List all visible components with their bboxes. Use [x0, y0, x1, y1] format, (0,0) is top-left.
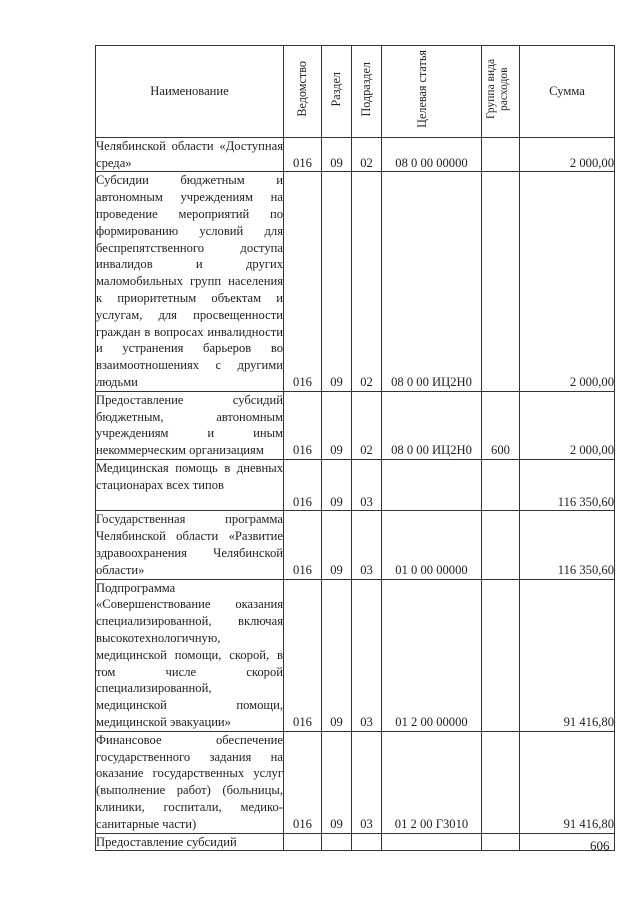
header-podrazdel: Подраздел [352, 46, 382, 138]
row-vedomstvo-cell [284, 731, 322, 833]
row-celevaya-cell [382, 459, 482, 510]
row-summa-cell [520, 391, 615, 459]
header-razdel: Раздел [322, 46, 352, 138]
row-vedomstvo-cell [284, 172, 322, 391]
row-vedomstvo: 016 [293, 443, 312, 458]
row-podrazdel-cell [352, 459, 382, 510]
row-razdel: 09 [330, 816, 343, 831]
row-gruppa-cell [482, 137, 520, 172]
header-celevaya: Целевая статья [382, 46, 482, 138]
table-body [96, 137, 615, 851]
row-summa-cell [520, 459, 615, 510]
page-number: 606 [590, 838, 610, 853]
row-summa-cell [520, 137, 615, 172]
row-podrazdel-cell [352, 172, 382, 391]
row-celevaya-cell [382, 172, 482, 391]
row-summa-cell [520, 511, 615, 579]
row-summa-cell [520, 579, 615, 731]
table-row [96, 172, 615, 391]
table-row [96, 833, 615, 851]
row-razdel: 09 [330, 714, 343, 729]
row-vedomstvo-cell [284, 391, 322, 459]
row-vedomstvo-cell [284, 579, 322, 731]
row-vedomstvo: 016 [293, 562, 312, 577]
row-summa: 2 000,00 [569, 155, 614, 170]
table-row [96, 511, 615, 579]
row-podrazdel: 02 [360, 155, 373, 170]
table-row [96, 579, 615, 731]
row-summa: 2 000,00 [569, 443, 614, 458]
row-summa: 116 350,60 [557, 562, 614, 577]
row-gruppa: 600 [491, 443, 510, 458]
row-gruppa-cell [482, 579, 520, 731]
row-vedomstvo-cell [284, 137, 322, 172]
row-razdel: 09 [330, 155, 343, 170]
row-vedomstvo: 016 [293, 816, 312, 831]
row-summa: 91 416,80 [563, 816, 614, 831]
row-razdel-cell [322, 579, 352, 731]
row-summa: 116 350,60 [557, 494, 614, 509]
row-podrazdel: 03 [360, 816, 373, 831]
table-header-row [96, 46, 615, 138]
header-vedomstvo: Ведомство [284, 46, 322, 138]
row-razdel: 09 [330, 443, 343, 458]
row-summa: 2 000,00 [569, 374, 614, 389]
row-vedomstvo: 016 [293, 714, 312, 729]
row-podrazdel: 03 [360, 562, 373, 577]
row-podrazdel-cell [352, 579, 382, 731]
row-name: Предоставление субсидий бюджетным, автономным учреждениям и иным некоммерческим организациям [96, 392, 283, 458]
row-podrazdel: 03 [360, 714, 373, 729]
row-gruppa-cell [482, 731, 520, 833]
row-name-cell [96, 172, 284, 391]
row-podrazdel-cell [352, 137, 382, 172]
row-podrazdel-cell [352, 833, 382, 851]
row-razdel-cell [322, 833, 352, 851]
header-gruppa: Группа вида расходов [482, 46, 520, 138]
row-razdel-cell [322, 459, 352, 510]
row-celevaya-cell [382, 511, 482, 579]
row-gruppa-cell [482, 172, 520, 391]
row-celevaya: 08 0 00 ИЦ2Н0 [391, 374, 472, 389]
row-razdel-cell [322, 731, 352, 833]
row-razdel-cell [322, 172, 352, 391]
row-celevaya: 01 2 00 00000 [395, 714, 468, 729]
row-razdel: 09 [330, 562, 343, 577]
row-summa-cell [520, 172, 615, 391]
row-celevaya: 01 2 00 Г3010 [394, 816, 469, 831]
row-name: Челябинской области «Доступная среда» [96, 138, 283, 170]
row-celevaya-cell [382, 137, 482, 172]
row-name: Медицинская помощь в дневных стационарах всех типов [96, 460, 283, 492]
row-celevaya: 01 0 00 00000 [395, 562, 468, 577]
row-vedomstvo: 016 [293, 494, 312, 509]
row-podrazdel-cell [352, 391, 382, 459]
row-razdel-cell [322, 391, 352, 459]
row-name-cell [96, 731, 284, 833]
row-podrazdel: 03 [360, 494, 373, 509]
row-celevaya-cell [382, 391, 482, 459]
row-razdel-cell [322, 511, 352, 579]
row-name-cell [96, 833, 284, 851]
row-name-cell [96, 579, 284, 731]
table-row [96, 391, 615, 459]
row-celevaya-cell [382, 833, 482, 851]
row-vedomstvo: 016 [293, 155, 312, 170]
row-name-cell [96, 137, 284, 172]
row-razdel: 09 [330, 374, 343, 389]
table-row [96, 459, 615, 510]
row-summa: 91 416,80 [563, 714, 614, 729]
row-name-cell [96, 511, 284, 579]
row-vedomstvo: 016 [293, 374, 312, 389]
row-gruppa-cell [482, 391, 520, 459]
row-name: Субсидии бюджетным и автономным учреждениям на проведение мероприятий по формированию условий для беспрепятственного доступа инвалидов и других маломобильных групп населения к приоритетным объектам и услугам, для просвещенности граждан в вопросах инвалидности и устранения барьеров во взаимоотношениях с другими людьми [96, 173, 283, 389]
row-razdel-cell [322, 137, 352, 172]
row-gruppa-cell [482, 511, 520, 579]
header-name: Наименование [96, 46, 284, 138]
row-celevaya-cell [382, 579, 482, 731]
row-name: Подпрограмма «Совершенствование оказания специализированной, включая высокотехнологичную, медицинской помощи, скорой, в том числе скорой специализированной, медицинской помощи, медицинской эвакуации» [96, 580, 283, 729]
row-name: Предоставление субсидий [96, 834, 237, 849]
row-podrazdel-cell [352, 511, 382, 579]
row-razdel: 09 [330, 494, 343, 509]
table-row [96, 731, 615, 833]
row-name: Финансовое обеспечение государственного задания на оказание государственных услуг (выполнение работ) (больницы, клиники, госпитали, медико-санитарные части) [96, 732, 283, 831]
row-name: Государственная программа Челябинской области «Развитие здравоохранения Челябинской области» [96, 512, 283, 577]
row-gruppa-cell [482, 833, 520, 851]
table-row [96, 137, 615, 172]
row-vedomstvo-cell [284, 459, 322, 510]
budget-table [95, 45, 615, 851]
row-summa-cell [520, 731, 615, 833]
row-vedomstvo-cell [284, 511, 322, 579]
row-celevaya: 08 0 00 ИЦ2Н0 [391, 443, 472, 458]
row-name-cell [96, 391, 284, 459]
row-podrazdel: 02 [360, 443, 373, 458]
row-celevaya-cell [382, 731, 482, 833]
header-summa: Сумма [520, 46, 615, 138]
row-podrazdel: 02 [360, 374, 373, 389]
row-name-cell [96, 459, 284, 510]
row-vedomstvo-cell [284, 833, 322, 851]
row-podrazdel-cell [352, 731, 382, 833]
row-gruppa-cell [482, 459, 520, 510]
row-celevaya: 08 0 00 00000 [395, 155, 468, 170]
